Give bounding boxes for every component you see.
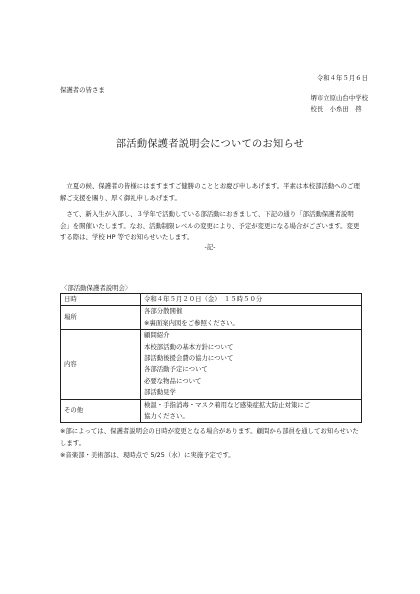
content-line: 顧問紹介 (144, 331, 170, 340)
content-label: 内容 (61, 330, 141, 399)
place-line: ※裏面案内図をご参照ください。 (144, 318, 239, 327)
date-value: 令和４年５月２０日（金） １５時５０分 (141, 294, 362, 306)
content-value (141, 330, 362, 399)
principal-name: 校長 小糸田 啓 (310, 105, 362, 114)
ki-marker: -記- (204, 243, 216, 251)
other-line: 検温・手指消毒・マスク着用など感染症拡大防止対策にご (144, 400, 311, 409)
table-row-other (61, 399, 362, 423)
table-row-date (61, 294, 362, 306)
body-paragraph-2: さて、新入生が入部し、３学年で活動している部活動におきまして、下記の通り「部活動保護者説明会」を開催いたします。なお、活動制限レベルの変更により、予定が変更になる場合がございます。変更する際は、学校 HP 等でお知らせいたします。 (60, 209, 360, 242)
notes-section (60, 426, 364, 462)
place-line: 各部分散開催 (144, 307, 183, 316)
document-date: 令和４年５月６日 (316, 74, 368, 82)
school-name: 堺市立原山台中学校 (310, 94, 368, 102)
table-row-content (61, 330, 362, 399)
body-text (60, 181, 362, 248)
content-line: 必要な物品について (144, 376, 202, 385)
table-caption: 〈部活動保護者説明会〉 (61, 284, 132, 292)
other-line: 協力ください。 (144, 411, 189, 420)
date-label: 日時 (61, 294, 141, 306)
other-value (141, 399, 362, 423)
other-label: その他 (61, 399, 141, 423)
table-row-place (61, 306, 362, 330)
content-line: 部活動見学 (144, 388, 176, 397)
place-value (141, 306, 362, 330)
content-line: 本校部活動の基本方針について (144, 342, 234, 351)
place-label: 場所 (61, 306, 141, 330)
body-paragraph-1: 立夏の候、保護者の皆様にはますますご健勝のこととお慶び申しあげます。平素は本校部活動へのご理解ご支援を賜り、厚く御礼申しあげます。 (60, 182, 360, 202)
note-2: ※音楽部・美術部は、現時点で 5/25（水）に実施予定です。 (60, 450, 235, 459)
sender-block (310, 94, 368, 117)
note-1: ※部によっては、保護者説明会の日時が変更となる場合があります。顧問から部員を通してお知らせいたします。 (60, 427, 359, 447)
document-title: 部活動保護者説明会についてのお知らせ (115, 139, 305, 150)
content-line: 各部活動予定について (144, 365, 208, 374)
meeting-info-table (60, 293, 362, 423)
recipient-line: 保護者の皆さま (60, 86, 105, 94)
content-line: 部活動後援会費の協力について (144, 353, 234, 362)
